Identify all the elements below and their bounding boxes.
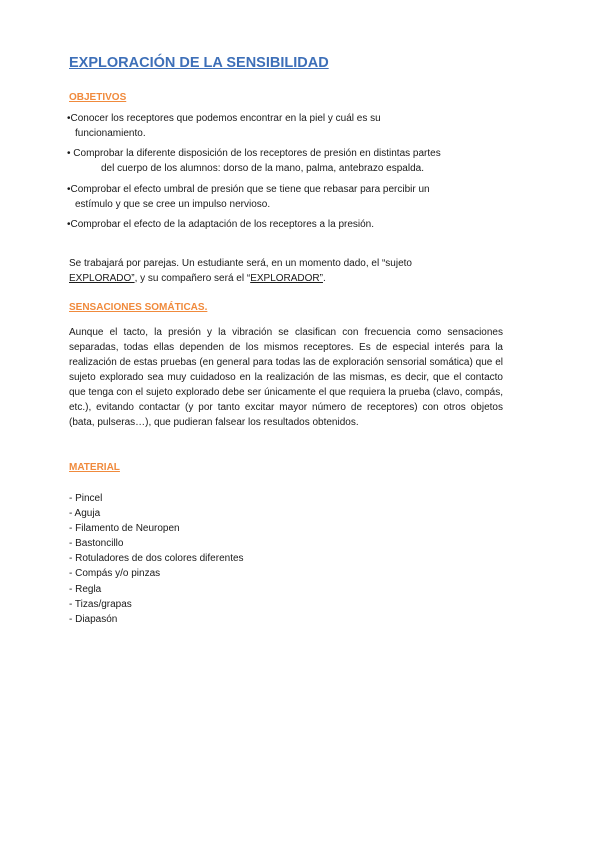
list-item: - Pincel bbox=[69, 493, 103, 504]
sensaciones-heading: SENSACIONES SOMÁTICAS. bbox=[69, 302, 208, 313]
document-title: EXPLORACIÓN DE LA SENSIBILIDAD bbox=[69, 55, 329, 71]
sensaciones-paragraph: Aunque el tacto, la presión y la vibración se clasifican con frecuencia como sensaciones separadas, todas ellas dependen de los mismos receptores. Es de especial interés para la realización de estas pruebas (en general para todas las de exploración sensorial somática) que el sujeto explorado sea muy cuidadoso en la realización de las mismas, es decir, que el contacto que tenga con el sujeto explorado debe ser únicamente el que requiera la prueba (clavo, compás, etc.), evitando contactar (y por tanto excitar mayor número de receptores) con otros objetos (bata, pulseras…), que pudieran falsear los resultados obtenidos. bbox=[69, 327, 503, 428]
list-item: - Tizas/grapas bbox=[69, 598, 132, 610]
list-item: - Aguja bbox=[69, 508, 101, 520]
material-list bbox=[69, 491, 244, 627]
list-item: - Filamento de Neuropen bbox=[69, 523, 180, 535]
objective-item-2: • Comprobar la diferente disposición de los receptores de presión en distintas partes del cuerpo de los alumnos: dorso de la mano, palma, antebrazo espalda. bbox=[67, 148, 441, 174]
objective-item-3: •Comprobar el efecto umbral de presión que se tiene que rebasar para percibir un estímulo y que se cree un impulso nervioso. bbox=[67, 184, 430, 210]
objective-item-4: •Comprobar el efecto de la adaptación de los receptores a la presión. bbox=[67, 219, 375, 230]
list-item: - Bastoncillo bbox=[69, 538, 124, 550]
objective-item-1: •Conocer los receptores que podemos encontrar en la piel y cuál es su funcionamiento. bbox=[67, 113, 381, 139]
list-item: - Rotuladores de dos colores diferentes bbox=[69, 553, 244, 565]
explorador-term: EXPLORADOR” bbox=[250, 273, 323, 284]
material-heading: MATERIAL bbox=[69, 462, 120, 473]
list-item: - Compás y/o pinzas bbox=[69, 568, 161, 580]
objetivos-heading: OBJETIVOS bbox=[69, 92, 127, 103]
parejas-paragraph: Se trabajará por parejas. Un estudiante será, en un momento dado, el “sujeto EXPLORADO”, y su compañero será el “EXPLORADOR”. bbox=[69, 258, 412, 284]
list-item: - Diapasón bbox=[69, 613, 118, 625]
explorado-term: EXPLORADO” bbox=[69, 273, 135, 284]
list-item: - Regla bbox=[69, 583, 102, 595]
